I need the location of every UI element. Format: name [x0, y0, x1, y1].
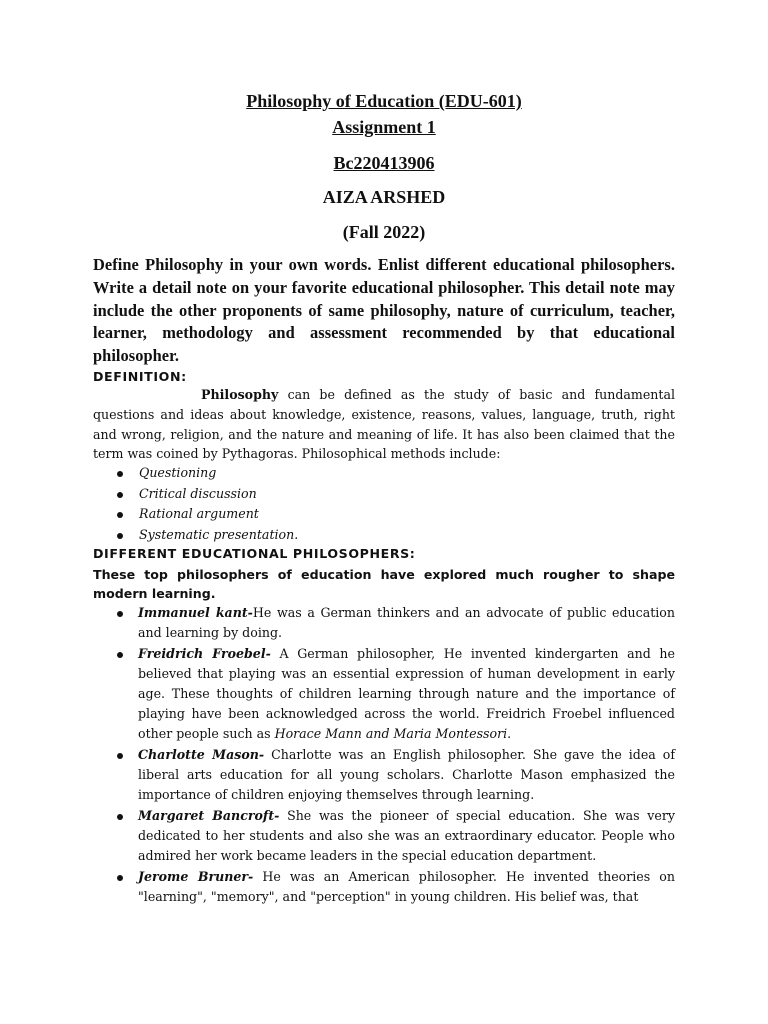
philosophers-intro: These top philosophers of education have explored much rougher to shape modern learning. — [93, 567, 675, 601]
bullet-icon — [117, 512, 123, 518]
definition-term: Philosophy — [201, 387, 279, 402]
philosopher-influenced: Horace Mann and Maria Montessori — [274, 726, 508, 741]
philosophers-heading: DIFFERENT EDUCATIONAL PHILOSOPHERS: — [93, 546, 416, 561]
list-item: Questioning — [110, 463, 298, 484]
assignment-question: Define Philosophy in your own words. Enlist different educational philosophers. Write a detail note on your favorite educational philosopher. This detail note may include the other proponents of same philosophy, nature of curriculum, teacher, learner, methodology and assessment recommended by that educational philosopher. — [93, 255, 675, 366]
philosopher-text: A German philosopher, He invented kindergarten and he believed that playing was an essential expression of human development in early age. These thoughts of children learning through nature and the importance of playing have been acknowledged across the world. Freidrich Froebel influenced other people such as — [138, 646, 675, 741]
philosopher-text: He was an American philosopher. He invented theories on "learning", "memory", and "perception" in young children. His belief was, that — [138, 869, 675, 904]
definition-text: can be defined as the study of basic and fundamental questions and ideas about knowledge, existence, reasons, values, language, truth, right and wrong, religion, and the nature and meaning of life. It has also been claimed that the term was coined by Pythagoras. Philosophical methods include: — [93, 387, 675, 462]
list-item: Critical discussion — [110, 484, 298, 505]
bullet-icon — [117, 492, 123, 498]
bullet-icon — [117, 471, 123, 477]
list-item: Rational argument — [110, 504, 298, 525]
term: (Fall 2022) — [342, 222, 426, 242]
philosopher-text: She was the pioneer of special education. She was very dedicated to her students and also she was an extraordinary educator. People who admired her work became leaders in the special education department. — [138, 808, 675, 863]
bullet-icon — [117, 814, 123, 820]
definition-paragraph — [93, 385, 675, 464]
philosopher-text: He was a German thinkers and an advocate of public education and learning by doing. — [138, 605, 675, 640]
philosopher-name: Freidrich Froebel- — [138, 646, 271, 661]
methods-list — [110, 463, 298, 546]
bullet-icon — [117, 875, 123, 881]
bullet-icon — [117, 753, 123, 759]
philosopher-text: Charlotte was an English philosopher. She gave the idea of liberal arts education for all young scholars. Charlotte Mason emphasized the importance of children enjoying themselves through learning. — [138, 747, 675, 802]
course-title: Philosophy of Education (EDU-601) — [246, 91, 522, 111]
philosopher-name: Immanuel kant- — [138, 605, 253, 620]
list-item — [0, 867, 675, 907]
philosopher-name: Margaret Bancroft- — [138, 808, 280, 823]
student-name: AIZA ARSHED — [322, 187, 446, 207]
philosopher-name: Charlotte Mason- — [138, 747, 265, 762]
bullet-icon — [117, 652, 123, 658]
assignment-title: Assignment 1 — [332, 117, 436, 137]
definition-heading: DEFINITION: — [93, 369, 187, 384]
philosopher-name: Jerome Bruner- — [138, 869, 254, 884]
list-item — [0, 603, 675, 643]
bullet-icon — [117, 611, 123, 617]
philosophers-list — [0, 603, 768, 908]
list-item — [0, 806, 675, 866]
list-item: Freidrich Froebel- A German philosopher, He invented kindergarten and he believed that playing was an essential expression of human development in early age. These thoughts of children learning through nature and the importance of playing have been acknowledged across the world. Freidrich Froebel influenced other people such as Horace Mann and Maria Montessori. — [0, 644, 675, 744]
student-id: Bc220413906 — [333, 153, 435, 173]
list-item — [0, 745, 675, 805]
list-item: Systematic presentation. — [110, 525, 298, 546]
bullet-icon — [117, 533, 123, 539]
